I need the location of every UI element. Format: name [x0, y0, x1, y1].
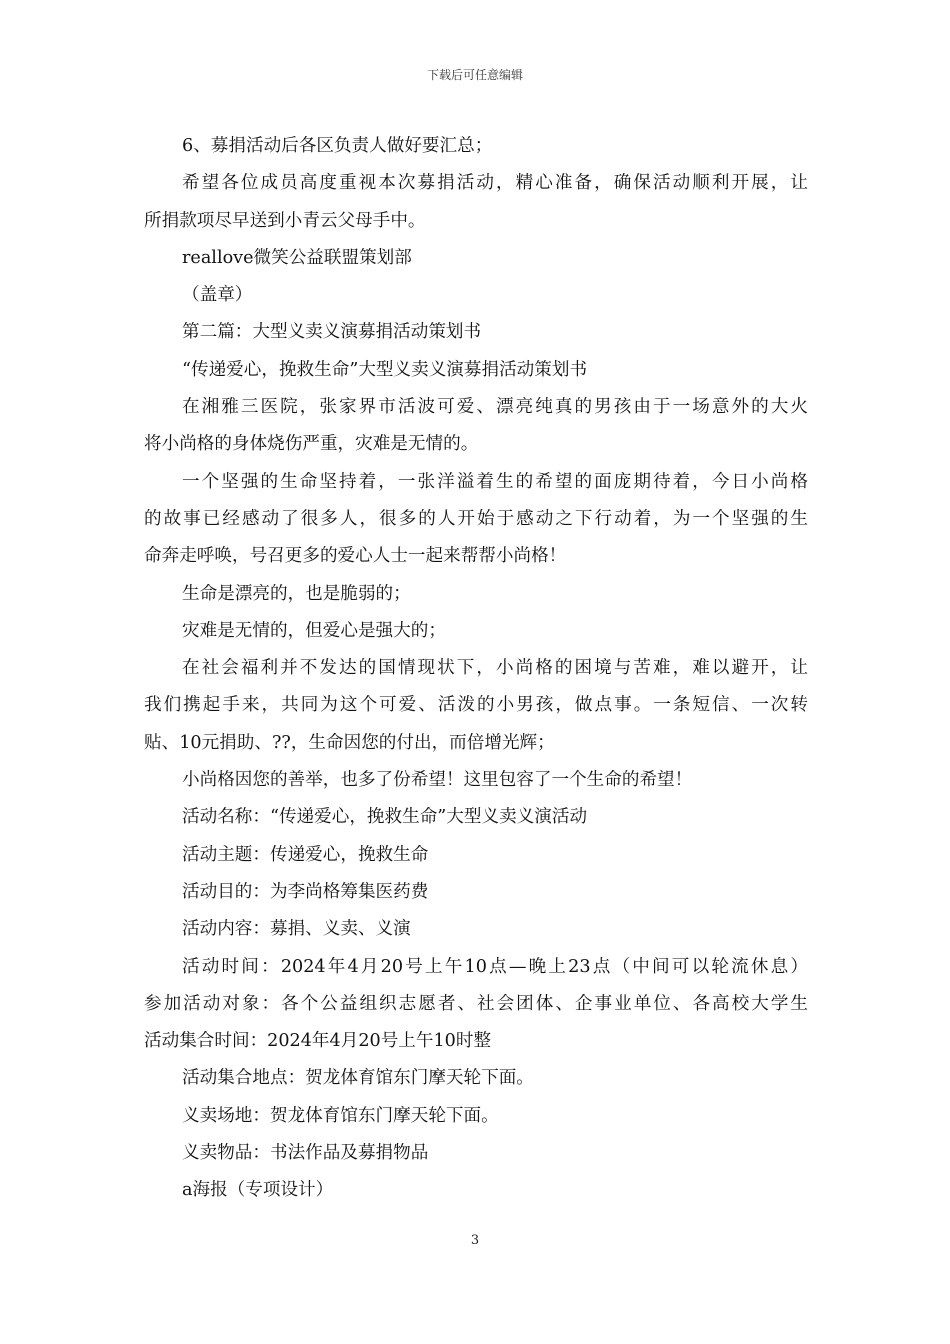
charity-sale-items: 义卖物品：书法作品及募捐物品 [182, 1143, 429, 1164]
paragraph-line: 在社会福利并不发达的国情现状下，小尚格的困境与苦难，难以避开，让 [182, 658, 808, 679]
activity-gather-place: 活动集合地点：贺龙体育馆东门摩天轮下面。 [182, 1068, 534, 1089]
activity-participants: 参加活动对象：各个公益组织志愿者、社会团体、企事业单位、各高校大学生 [144, 993, 808, 1014]
paragraph-line: 小尚格因您的善举，也多了份希望！这里包容了一个生命的希望！ [182, 770, 693, 791]
activity-content: 活动内容：募捐、义卖、义演 [182, 919, 411, 940]
paragraph-line: 一个坚强的生命坚持着，一张洋溢着生的希望的面庞期待着，今日小尚格 [182, 471, 808, 492]
activity-gather-time: 活动集合时间：2024年4月20号上午10时整 [144, 1031, 492, 1052]
page-header: 下载后可任意编辑 [426, 68, 523, 82]
paragraph-line: （盖章） [182, 285, 253, 306]
paragraph-line: 贴、10元捐助、??，生命因您的付出，而倍增光辉； [144, 732, 555, 753]
charity-sale-venue: 义卖场地：贺龙体育馆东门摩天轮下面。 [182, 1105, 499, 1126]
activity-time: 活动时间：2024年4月20号上午10点—晚上23点（中间可以轮流休息） [182, 956, 808, 977]
activity-theme: 活动主题：传递爱心，挽救生命 [182, 844, 429, 865]
paragraph-line: 命奔走呼唤，号召更多的爱心人士一起来帮帮小尚格！ [144, 546, 567, 567]
activity-purpose: 活动目的：为李尚格筹集医药费 [182, 881, 429, 902]
document-title: “传递爱心，挽救生命”大型义卖义演募捐活动策划书 [182, 359, 588, 380]
paragraph-line: 希望各位成员高度重视本次募捐活动，精心准备，确保活动顺利开展，让 [182, 173, 808, 194]
paragraph-line: 6、募捐活动后各区负责人做好要汇总； [182, 136, 493, 156]
paragraph-line: 灾难是无情的，但爱心是强大的； [182, 620, 446, 641]
paragraph-line: 生命是漂亮的，也是脆弱的； [182, 583, 411, 604]
section-heading: 第二篇：大型义卖义演募捐活动策划书 [182, 322, 482, 343]
paragraph-line: 的故事已经感动了很多人，很多的人开始于感动之下行动着，为一个坚强的生 [144, 508, 808, 529]
document-body [144, 128, 808, 1210]
paragraph-line: 所捐款项尽早送到小青云父母手中。 [144, 210, 426, 231]
paragraph-line: reallove微笑公益联盟策划部 [182, 247, 412, 268]
paragraph-line: 将小尚格的身体烧伤严重，灾难是无情的。 [144, 434, 479, 455]
poster-item: a海报（专项设计） [182, 1180, 334, 1201]
paragraph-line: 我们携起手来，共同为这个可爱、活泼的小男孩，做点事。一条短信、一次转 [144, 695, 808, 716]
activity-name: 活动名称：“传递爱心，挽救生命”大型义卖义演活动 [182, 807, 588, 828]
paragraph-line: 在湘雅三医院，张家界市活波可爱、漂亮纯真的男孩由于一场意外的大火 [182, 397, 808, 418]
page-number: 3 [470, 1233, 480, 1248]
